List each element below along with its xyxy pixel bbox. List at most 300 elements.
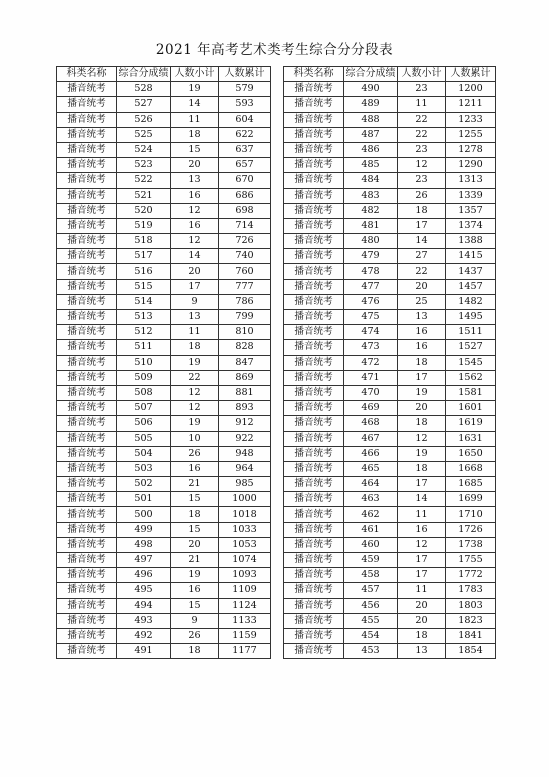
cell-count: 20 — [171, 537, 219, 552]
table-row — [57, 416, 271, 431]
cell-category: 播音统考 — [284, 522, 344, 537]
cell-score: 458 — [344, 568, 398, 583]
cell-cumulative: 1457 — [446, 279, 496, 294]
table-row — [57, 553, 271, 568]
table-row — [57, 522, 271, 537]
cell-count: 22 — [398, 112, 446, 127]
cell-category: 播音统考 — [284, 112, 344, 127]
table-row — [57, 370, 271, 385]
cell-category: 播音统考 — [284, 477, 344, 492]
cell-category: 播音统考 — [284, 401, 344, 416]
table-row — [284, 370, 496, 385]
table-row — [284, 249, 496, 264]
table-row — [284, 461, 496, 476]
cell-count: 23 — [398, 173, 446, 188]
cell-score: 523 — [117, 158, 171, 173]
cell-category: 播音统考 — [57, 431, 117, 446]
cell-category: 播音统考 — [284, 264, 344, 279]
cell-cumulative: 1093 — [219, 568, 271, 583]
cell-count: 20 — [398, 613, 446, 628]
cell-count: 16 — [398, 325, 446, 340]
cell-count: 18 — [171, 340, 219, 355]
cell-count: 15 — [171, 492, 219, 507]
cell-score: 454 — [344, 628, 398, 643]
table-row — [284, 310, 496, 325]
table-row — [284, 416, 496, 431]
cell-category: 播音统考 — [57, 461, 117, 476]
cell-count: 18 — [171, 507, 219, 522]
table-row — [284, 431, 496, 446]
cell-cumulative: 1211 — [446, 97, 496, 112]
cell-count: 9 — [171, 294, 219, 309]
cell-count: 20 — [398, 279, 446, 294]
cell-count: 17 — [171, 279, 219, 294]
cell-count: 19 — [171, 416, 219, 431]
table-row — [57, 249, 271, 264]
table-row — [284, 203, 496, 218]
cell-score: 516 — [117, 264, 171, 279]
cell-score: 502 — [117, 477, 171, 492]
cell-cumulative: 1200 — [446, 82, 496, 97]
table-row — [57, 644, 271, 659]
cell-cumulative: 1726 — [446, 522, 496, 537]
cell-count: 10 — [171, 431, 219, 446]
cell-category: 播音统考 — [284, 218, 344, 233]
cell-cumulative: 799 — [219, 310, 271, 325]
cell-cumulative: 1619 — [446, 416, 496, 431]
cell-score: 500 — [117, 507, 171, 522]
cell-cumulative: 1177 — [219, 644, 271, 659]
cell-category: 播音统考 — [284, 461, 344, 476]
cell-score: 472 — [344, 355, 398, 370]
cell-score: 489 — [344, 97, 398, 112]
cell-category: 播音统考 — [57, 158, 117, 173]
table-row — [57, 294, 271, 309]
cell-cumulative: 1339 — [446, 188, 496, 203]
cell-count: 15 — [171, 142, 219, 157]
cell-category: 播音统考 — [284, 628, 344, 643]
cell-score: 481 — [344, 218, 398, 233]
cell-cumulative: 1233 — [446, 112, 496, 127]
cell-cumulative: 1710 — [446, 507, 496, 522]
cell-category: 播音统考 — [57, 142, 117, 157]
cell-category: 播音统考 — [57, 644, 117, 659]
cell-category: 播音统考 — [57, 370, 117, 385]
cell-score: 475 — [344, 310, 398, 325]
cell-score: 497 — [117, 553, 171, 568]
table-row — [57, 142, 271, 157]
cell-count: 25 — [398, 294, 446, 309]
cell-cumulative: 786 — [219, 294, 271, 309]
cell-count: 12 — [171, 203, 219, 218]
table-row — [284, 492, 496, 507]
cell-score: 513 — [117, 310, 171, 325]
table-row — [284, 385, 496, 400]
score-table-left — [56, 66, 271, 659]
cell-count: 20 — [398, 401, 446, 416]
cell-cumulative: 985 — [219, 477, 271, 492]
cell-score: 504 — [117, 446, 171, 461]
cell-cumulative: 810 — [219, 325, 271, 340]
cell-score: 496 — [117, 568, 171, 583]
table-row — [284, 340, 496, 355]
cell-cumulative: 881 — [219, 385, 271, 400]
table-row — [284, 477, 496, 492]
cell-count: 20 — [398, 598, 446, 613]
cell-count: 11 — [398, 583, 446, 598]
table-row — [57, 340, 271, 355]
cell-count: 13 — [171, 173, 219, 188]
cell-cumulative: 1388 — [446, 234, 496, 249]
cell-category: 播音统考 — [284, 446, 344, 461]
cell-count: 12 — [398, 431, 446, 446]
table-row — [284, 446, 496, 461]
cell-score: 459 — [344, 553, 398, 568]
cell-category: 播音统考 — [284, 158, 344, 173]
cell-cumulative: 847 — [219, 355, 271, 370]
cell-cumulative: 604 — [219, 112, 271, 127]
cell-score: 463 — [344, 492, 398, 507]
cell-count: 20 — [171, 264, 219, 279]
cell-category: 播音统考 — [284, 249, 344, 264]
table-row — [284, 613, 496, 628]
cell-cumulative: 1482 — [446, 294, 496, 309]
cell-score: 512 — [117, 325, 171, 340]
cell-score: 498 — [117, 537, 171, 552]
cell-score: 464 — [344, 477, 398, 492]
cell-cumulative: 1545 — [446, 355, 496, 370]
cell-count: 19 — [171, 82, 219, 97]
table-row — [57, 628, 271, 643]
cell-score: 479 — [344, 249, 398, 264]
cell-category: 播音统考 — [284, 416, 344, 431]
cell-count: 26 — [171, 446, 219, 461]
cell-count: 15 — [171, 598, 219, 613]
cell-category: 播音统考 — [57, 537, 117, 552]
table-row — [57, 158, 271, 173]
cell-category: 播音统考 — [57, 188, 117, 203]
cell-score: 467 — [344, 431, 398, 446]
table-row — [57, 598, 271, 613]
cell-score: 453 — [344, 644, 398, 659]
cell-score: 508 — [117, 385, 171, 400]
cell-count: 13 — [398, 310, 446, 325]
table-row — [284, 644, 496, 659]
cell-cumulative: 964 — [219, 461, 271, 476]
cell-score: 468 — [344, 416, 398, 431]
table-row — [57, 583, 271, 598]
table-row — [284, 142, 496, 157]
header-count: 人数小计 — [171, 67, 219, 82]
table-row — [57, 325, 271, 340]
cell-category: 播音统考 — [284, 127, 344, 142]
cell-score: 477 — [344, 279, 398, 294]
score-table-right — [283, 66, 496, 659]
cell-cumulative: 1772 — [446, 568, 496, 583]
cell-score: 460 — [344, 537, 398, 552]
cell-count: 11 — [171, 112, 219, 127]
header-count: 人数小计 — [398, 67, 446, 82]
cell-count: 19 — [398, 446, 446, 461]
cell-cumulative: 1000 — [219, 492, 271, 507]
cell-category: 播音统考 — [57, 340, 117, 355]
cell-count: 19 — [398, 385, 446, 400]
table-row — [57, 477, 271, 492]
cell-cumulative: 1053 — [219, 537, 271, 552]
cell-score: 499 — [117, 522, 171, 537]
cell-score: 517 — [117, 249, 171, 264]
cell-category: 播音统考 — [284, 553, 344, 568]
cell-category: 播音统考 — [57, 234, 117, 249]
cell-count: 18 — [398, 203, 446, 218]
cell-category: 播音统考 — [57, 218, 117, 233]
cell-score: 476 — [344, 294, 398, 309]
cell-category: 播音统考 — [284, 492, 344, 507]
cell-count: 12 — [171, 234, 219, 249]
cell-category: 播音统考 — [57, 583, 117, 598]
cell-cumulative: 1823 — [446, 613, 496, 628]
table-row — [57, 446, 271, 461]
table-row — [57, 279, 271, 294]
table-row — [284, 158, 496, 173]
cell-category: 播音统考 — [284, 294, 344, 309]
cell-score: 528 — [117, 82, 171, 97]
table-row — [57, 310, 271, 325]
header-score: 综合分成绩 — [117, 67, 171, 82]
cell-score: 521 — [117, 188, 171, 203]
cell-score: 525 — [117, 127, 171, 142]
cell-cumulative: 698 — [219, 203, 271, 218]
table-row — [284, 218, 496, 233]
cell-category: 播音统考 — [284, 325, 344, 340]
cell-cumulative: 637 — [219, 142, 271, 157]
cell-cumulative: 714 — [219, 218, 271, 233]
table-row — [57, 112, 271, 127]
cell-cumulative: 686 — [219, 188, 271, 203]
cell-cumulative: 912 — [219, 416, 271, 431]
cell-score: 486 — [344, 142, 398, 157]
cell-count: 12 — [171, 401, 219, 416]
table-row — [284, 294, 496, 309]
table-row — [57, 173, 271, 188]
cell-count: 19 — [171, 568, 219, 583]
cell-cumulative: 1738 — [446, 537, 496, 552]
cell-count: 27 — [398, 249, 446, 264]
cell-cumulative: 1437 — [446, 264, 496, 279]
cell-count: 19 — [171, 355, 219, 370]
cell-count: 12 — [398, 158, 446, 173]
table-row — [57, 97, 271, 112]
cell-category: 播音统考 — [57, 127, 117, 142]
cell-count: 18 — [171, 127, 219, 142]
cell-score: 515 — [117, 279, 171, 294]
cell-category: 播音统考 — [284, 97, 344, 112]
cell-category: 播音统考 — [284, 370, 344, 385]
cell-cumulative: 1854 — [446, 644, 496, 659]
cell-score: 473 — [344, 340, 398, 355]
cell-cumulative: 1755 — [446, 553, 496, 568]
cell-category: 播音统考 — [57, 249, 117, 264]
table-row — [57, 431, 271, 446]
cell-score: 487 — [344, 127, 398, 142]
cell-category: 播音统考 — [57, 401, 117, 416]
cell-score: 471 — [344, 370, 398, 385]
cell-category: 播音统考 — [57, 507, 117, 522]
cell-score: 524 — [117, 142, 171, 157]
cell-cumulative: 1803 — [446, 598, 496, 613]
cell-count: 18 — [398, 416, 446, 431]
cell-score: 488 — [344, 112, 398, 127]
page-title: 2021 年高考艺术类考生综合分分段表 — [155, 42, 394, 58]
cell-category: 播音统考 — [284, 598, 344, 613]
table-row — [57, 355, 271, 370]
cell-score: 470 — [344, 385, 398, 400]
cell-count: 12 — [398, 537, 446, 552]
table-row — [284, 112, 496, 127]
cell-score: 462 — [344, 507, 398, 522]
cell-score: 466 — [344, 446, 398, 461]
cell-cumulative: 1255 — [446, 127, 496, 142]
cell-category: 播音统考 — [284, 355, 344, 370]
cell-category: 播音统考 — [57, 628, 117, 643]
cell-cumulative: 1124 — [219, 598, 271, 613]
cell-category: 播音统考 — [284, 340, 344, 355]
cell-category: 播音统考 — [284, 234, 344, 249]
cell-cumulative: 1562 — [446, 370, 496, 385]
table-row — [57, 82, 271, 97]
cell-category: 播音统考 — [57, 553, 117, 568]
table-row — [57, 218, 271, 233]
cell-cumulative: 1699 — [446, 492, 496, 507]
table-row — [284, 234, 496, 249]
table-row — [284, 279, 496, 294]
table-header-row — [284, 67, 496, 82]
cell-score: 455 — [344, 613, 398, 628]
cell-category: 播音统考 — [284, 173, 344, 188]
cell-count: 14 — [171, 97, 219, 112]
header-cumulative: 人数累计 — [446, 67, 496, 82]
cell-count: 17 — [398, 370, 446, 385]
cell-cumulative: 760 — [219, 264, 271, 279]
cell-category: 播音统考 — [284, 537, 344, 552]
cell-count: 23 — [398, 82, 446, 97]
cell-count: 13 — [398, 644, 446, 659]
cell-count: 13 — [171, 310, 219, 325]
cell-cumulative: 948 — [219, 446, 271, 461]
cell-cumulative: 1357 — [446, 203, 496, 218]
cell-cumulative: 657 — [219, 158, 271, 173]
cell-count: 26 — [171, 628, 219, 643]
cell-score: 485 — [344, 158, 398, 173]
cell-category: 播音统考 — [57, 279, 117, 294]
cell-cumulative: 1074 — [219, 553, 271, 568]
table-row — [57, 203, 271, 218]
cell-score: 484 — [344, 173, 398, 188]
cell-category: 播音统考 — [57, 613, 117, 628]
cell-cumulative: 1511 — [446, 325, 496, 340]
cell-count: 18 — [398, 628, 446, 643]
cell-cumulative: 579 — [219, 82, 271, 97]
cell-score: 492 — [117, 628, 171, 643]
cell-category: 播音统考 — [284, 613, 344, 628]
cell-category: 播音统考 — [284, 279, 344, 294]
cell-count: 17 — [398, 568, 446, 583]
cell-count: 20 — [171, 158, 219, 173]
cell-cumulative: 1033 — [219, 522, 271, 537]
cell-count: 16 — [171, 218, 219, 233]
cell-score: 514 — [117, 294, 171, 309]
cell-cumulative: 1527 — [446, 340, 496, 355]
cell-category: 播音统考 — [284, 142, 344, 157]
cell-count: 12 — [171, 385, 219, 400]
table-row — [284, 325, 496, 340]
cell-category: 播音统考 — [57, 355, 117, 370]
cell-count: 16 — [398, 522, 446, 537]
cell-score: 457 — [344, 583, 398, 598]
cell-cumulative: 1685 — [446, 477, 496, 492]
cell-category: 播音统考 — [57, 112, 117, 127]
cell-cumulative: 622 — [219, 127, 271, 142]
cell-category: 播音统考 — [57, 325, 117, 340]
cell-score: 461 — [344, 522, 398, 537]
cell-cumulative: 869 — [219, 370, 271, 385]
table-row — [57, 264, 271, 279]
cell-count: 11 — [171, 325, 219, 340]
table-row — [284, 522, 496, 537]
table-row — [284, 173, 496, 188]
table-row — [57, 401, 271, 416]
cell-count: 18 — [398, 461, 446, 476]
table-row — [284, 355, 496, 370]
cell-cumulative: 670 — [219, 173, 271, 188]
cell-cumulative: 593 — [219, 97, 271, 112]
cell-category: 播音统考 — [284, 82, 344, 97]
cell-score: 520 — [117, 203, 171, 218]
table-row — [284, 401, 496, 416]
cell-count: 16 — [171, 188, 219, 203]
cell-category: 播音统考 — [57, 522, 117, 537]
cell-category: 播音统考 — [57, 568, 117, 583]
cell-cumulative: 893 — [219, 401, 271, 416]
table-row — [284, 264, 496, 279]
cell-count: 16 — [171, 583, 219, 598]
cell-category: 播音统考 — [57, 310, 117, 325]
table-row — [284, 82, 496, 97]
cell-cumulative: 1783 — [446, 583, 496, 598]
cell-score: 483 — [344, 188, 398, 203]
cell-category: 播音统考 — [57, 492, 117, 507]
cell-category: 播音统考 — [284, 583, 344, 598]
table-row — [57, 385, 271, 400]
cell-score: 519 — [117, 218, 171, 233]
cell-cumulative: 1159 — [219, 628, 271, 643]
cell-cumulative: 1631 — [446, 431, 496, 446]
cell-count: 14 — [398, 234, 446, 249]
cell-score: 480 — [344, 234, 398, 249]
header-cumulative: 人数累计 — [219, 67, 271, 82]
table-row — [57, 461, 271, 476]
cell-category: 播音统考 — [57, 294, 117, 309]
table-row — [57, 507, 271, 522]
cell-count: 14 — [398, 492, 446, 507]
cell-score: 465 — [344, 461, 398, 476]
cell-category: 播音统考 — [57, 416, 117, 431]
cell-score: 503 — [117, 461, 171, 476]
cell-score: 509 — [117, 370, 171, 385]
cell-cumulative: 1581 — [446, 385, 496, 400]
cell-score: 501 — [117, 492, 171, 507]
table-row — [284, 568, 496, 583]
